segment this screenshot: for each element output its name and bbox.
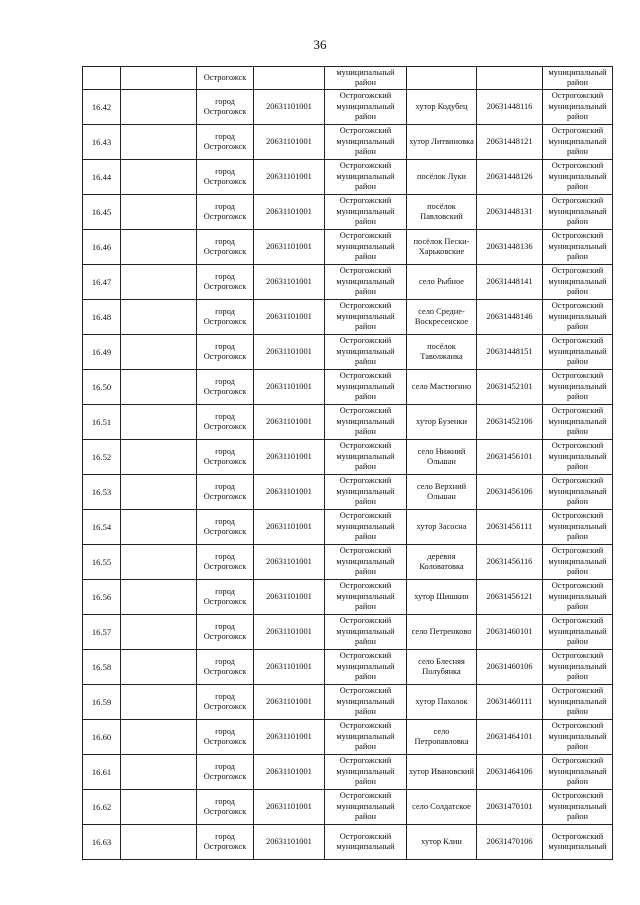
table-row [83,195,613,230]
cell-district: Острогожский муниципальный район [325,125,407,160]
cell-city: город Острогожск [197,90,254,125]
cell-okato: 20631456121 [477,580,543,615]
cell-num: 16.54 [83,510,121,545]
cell-city: город Острогожск [197,440,254,475]
cell-num: 16.61 [83,755,121,790]
cell-settlement: хутор Пахолок [407,685,477,720]
cell-district: Острогожский муниципальный район [325,90,407,125]
cell-okato: 20631460106 [477,650,543,685]
cell-city: город Острогожск [197,720,254,755]
cell-okato: 20631470101 [477,790,543,825]
cell-city: Острогожск [197,67,254,90]
cell-empty [121,755,197,790]
cell-empty [121,335,197,370]
cell-settlement: деревня Коловатовка [407,545,477,580]
cell-district2: Острогожский муниципальный район [543,790,613,825]
cell-city: город Острогожск [197,335,254,370]
cell-num: 16.47 [83,265,121,300]
cell-city: город Острогожск [197,790,254,825]
cell-settlement: хутор Бузенки [407,405,477,440]
cell-district2: муниципальный район [543,67,613,90]
cell-empty [121,615,197,650]
table-row [83,720,613,755]
cell-district: Острогожский муниципальный район [325,685,407,720]
cell-district: Острогожский муниципальный район [325,650,407,685]
cell-code: 20631101001 [254,160,325,195]
cell-district: Острогожский муниципальный район [325,580,407,615]
cell-district2: Острогожский муниципальный район [543,615,613,650]
cell-city: город Острогожск [197,160,254,195]
cell-district2: Острогожский муниципальный район [543,650,613,685]
table-row [83,335,613,370]
cell-empty [121,90,197,125]
cell-district2: Острогожский муниципальный район [543,125,613,160]
cell-settlement: хутор Кодубец [407,90,477,125]
cell-settlement: село Мастюгино [407,370,477,405]
cell-district: Острогожский муниципальный район [325,475,407,510]
cell-district: Острогожский муниципальный район [325,300,407,335]
cell-okato: 20631448136 [477,230,543,265]
cell-district2: Острогожский муниципальный район [543,720,613,755]
cell-settlement: село Верхний Ольшан [407,475,477,510]
cell-district2: Острогожский муниципальный район [543,335,613,370]
cell-okato: 20631456106 [477,475,543,510]
cell-code: 20631101001 [254,300,325,335]
cell-district2: Острогожский муниципальный район [543,405,613,440]
cell-num: 16.52 [83,440,121,475]
cell-okato: 20631470106 [477,825,543,860]
page-number: 36 [313,37,327,52]
table-row [83,67,613,90]
cell-num: 16.50 [83,370,121,405]
cell-district2: Острогожский муниципальный район [543,580,613,615]
cell-empty [121,195,197,230]
cell-settlement [407,67,477,90]
table-row [83,440,613,475]
table-row [83,160,613,195]
cell-empty [121,370,197,405]
cell-district2: Острогожский муниципальный район [543,195,613,230]
cell-settlement: село Рыбное [407,265,477,300]
cell-settlement: посёлок Пески-Харьковские [407,230,477,265]
cell-city: город Острогожск [197,825,254,860]
cell-city: город Острогожск [197,580,254,615]
cell-district: Острогожский муниципальный район [325,755,407,790]
cell-district: Острогожский муниципальный район [325,370,407,405]
cell-okato: 20631452101 [477,370,543,405]
table-row [83,300,613,335]
cell-okato: 20631448131 [477,195,543,230]
cell-okato: 20631448121 [477,125,543,160]
cell-district2: Острогожский муниципальный район [543,300,613,335]
cell-code: 20631101001 [254,370,325,405]
cell-district2: Острогожский муниципальный район [543,685,613,720]
cell-code: 20631101001 [254,475,325,510]
cell-okato: 20631452106 [477,405,543,440]
cell-settlement: посёлок Таволжанка [407,335,477,370]
cell-okato: 20631456116 [477,545,543,580]
cell-code: 20631101001 [254,755,325,790]
cell-code: 20631101001 [254,265,325,300]
cell-district: Острогожский муниципальный район [325,160,407,195]
cell-num: 16.45 [83,195,121,230]
cell-city: город Острогожск [197,195,254,230]
cell-empty [121,650,197,685]
cell-city: город Острогожск [197,125,254,160]
cell-empty [121,720,197,755]
cell-district: Острогожский муниципальный район [325,195,407,230]
cell-empty [121,125,197,160]
cell-settlement: посёлок Павловский [407,195,477,230]
cell-code: 20631101001 [254,720,325,755]
cell-settlement: село Нижний Ольшан [407,440,477,475]
cell-settlement: хутор Литвиновка [407,125,477,160]
cell-city: город Острогожск [197,685,254,720]
cell-district: Острогожский муниципальный район [325,335,407,370]
cell-city: город Острогожск [197,265,254,300]
cell-code: 20631101001 [254,650,325,685]
table-row [83,685,613,720]
cell-empty [121,475,197,510]
cell-empty [121,67,197,90]
cell-okato: 20631464101 [477,720,543,755]
cell-empty [121,580,197,615]
cell-city: город Острогожск [197,615,254,650]
cell-code: 20631101001 [254,405,325,440]
cell-settlement: хутор Засосна [407,510,477,545]
cell-num: 16.44 [83,160,121,195]
cell-okato: 20631448151 [477,335,543,370]
table-row [83,545,613,580]
table-row [83,90,613,125]
cell-settlement: село Блесняя Полубянка [407,650,477,685]
cell-district: Острогожский муниципальный район [325,440,407,475]
cell-num: 16.57 [83,615,121,650]
cell-num: 16.55 [83,545,121,580]
cell-code: 20631101001 [254,440,325,475]
cell-settlement: хутор Клин [407,825,477,860]
cell-city: город Острогожск [197,370,254,405]
cell-empty [121,440,197,475]
table-row [83,405,613,440]
table-row [83,510,613,545]
cell-num: 16.56 [83,580,121,615]
settlements-table-wrapper [82,66,612,851]
cell-code: 20631101001 [254,685,325,720]
cell-district2: Острогожский муниципальный район [543,370,613,405]
cell-num: 16.48 [83,300,121,335]
table-row [83,125,613,160]
cell-district2: Острогожский муниципальный район [543,265,613,300]
cell-district2: Острогожский муниципальный район [543,230,613,265]
cell-district: Острогожский муниципальный район [325,405,407,440]
cell-city: город Острогожск [197,405,254,440]
cell-num: 16.49 [83,335,121,370]
cell-num: 16.53 [83,475,121,510]
cell-okato: 20631448126 [477,160,543,195]
cell-okato: 20631448116 [477,90,543,125]
cell-num: 16.46 [83,230,121,265]
cell-code: 20631101001 [254,580,325,615]
cell-district2: Острогожский муниципальный [543,825,613,860]
cell-num: 16.58 [83,650,121,685]
cell-okato: 20631448146 [477,300,543,335]
cell-settlement: село Средне-Воскресенское [407,300,477,335]
cell-code: 20631101001 [254,230,325,265]
cell-code: 20631101001 [254,335,325,370]
table-row [83,370,613,405]
cell-code: 20631101001 [254,125,325,160]
cell-empty [121,790,197,825]
cell-city: город Острогожск [197,475,254,510]
cell-settlement: посёлок Луки [407,160,477,195]
table-row [83,265,613,300]
table-row [83,475,613,510]
cell-district2: Острогожский муниципальный район [543,755,613,790]
cell-code: 20631101001 [254,195,325,230]
cell-code: 20631101001 [254,825,325,860]
cell-settlement: хутор Ивановский [407,755,477,790]
cell-settlement: село Петренково [407,615,477,650]
cell-empty [121,300,197,335]
cell-num: 16.42 [83,90,121,125]
cell-district2: Острогожский муниципальный район [543,90,613,125]
cell-district2: Острогожский муниципальный район [543,160,613,195]
cell-code: 20631101001 [254,510,325,545]
cell-okato: 20631456111 [477,510,543,545]
cell-district: Острогожский муниципальный район [325,230,407,265]
cell-city: город Острогожск [197,510,254,545]
cell-num [83,67,121,90]
cell-settlement: село Петропавловка [407,720,477,755]
cell-okato [477,67,543,90]
cell-district2: Острогожский муниципальный район [543,475,613,510]
table-row [83,580,613,615]
cell-district2: Острогожский муниципальный район [543,440,613,475]
cell-num: 16.43 [83,125,121,160]
cell-okato: 20631448141 [477,265,543,300]
cell-code: 20631101001 [254,545,325,580]
table-row [83,755,613,790]
cell-empty [121,265,197,300]
cell-code [254,67,325,90]
cell-num: 16.59 [83,685,121,720]
cell-empty [121,545,197,580]
table-row [83,790,613,825]
table-row [83,825,613,860]
cell-district: Острогожский муниципальный район [325,615,407,650]
cell-city: город Острогожск [197,650,254,685]
table-body [83,67,613,860]
cell-district2: Острогожский муниципальный район [543,545,613,580]
table-row [83,650,613,685]
cell-settlement: село Солдатское [407,790,477,825]
cell-num: 16.60 [83,720,121,755]
cell-empty [121,825,197,860]
cell-num: 16.63 [83,825,121,860]
cell-district: Острогожский муниципальный [325,825,407,860]
cell-code: 20631101001 [254,90,325,125]
cell-empty [121,405,197,440]
cell-okato: 20631460111 [477,685,543,720]
cell-city: город Острогожск [197,545,254,580]
cell-district: Острогожский муниципальный район [325,790,407,825]
cell-city: город Острогожск [197,755,254,790]
cell-district: муниципальный район [325,67,407,90]
cell-code: 20631101001 [254,790,325,825]
cell-district: Острогожский муниципальный район [325,510,407,545]
cell-okato: 20631464106 [477,755,543,790]
cell-okato: 20631460101 [477,615,543,650]
cell-empty [121,230,197,265]
cell-num: 16.51 [83,405,121,440]
cell-num: 16.62 [83,790,121,825]
cell-city: город Острогожск [197,300,254,335]
cell-empty [121,510,197,545]
cell-empty [121,160,197,195]
cell-district: Острогожский муниципальный район [325,265,407,300]
cell-district: Острогожский муниципальный район [325,720,407,755]
cell-district2: Острогожский муниципальный район [543,510,613,545]
cell-empty [121,685,197,720]
table-row [83,230,613,265]
cell-settlement: хутор Шишкин [407,580,477,615]
settlements-table [82,66,613,860]
cell-district: Острогожский муниципальный район [325,545,407,580]
cell-okato: 20631456101 [477,440,543,475]
cell-code: 20631101001 [254,615,325,650]
cell-city: город Острогожск [197,230,254,265]
table-row [83,615,613,650]
